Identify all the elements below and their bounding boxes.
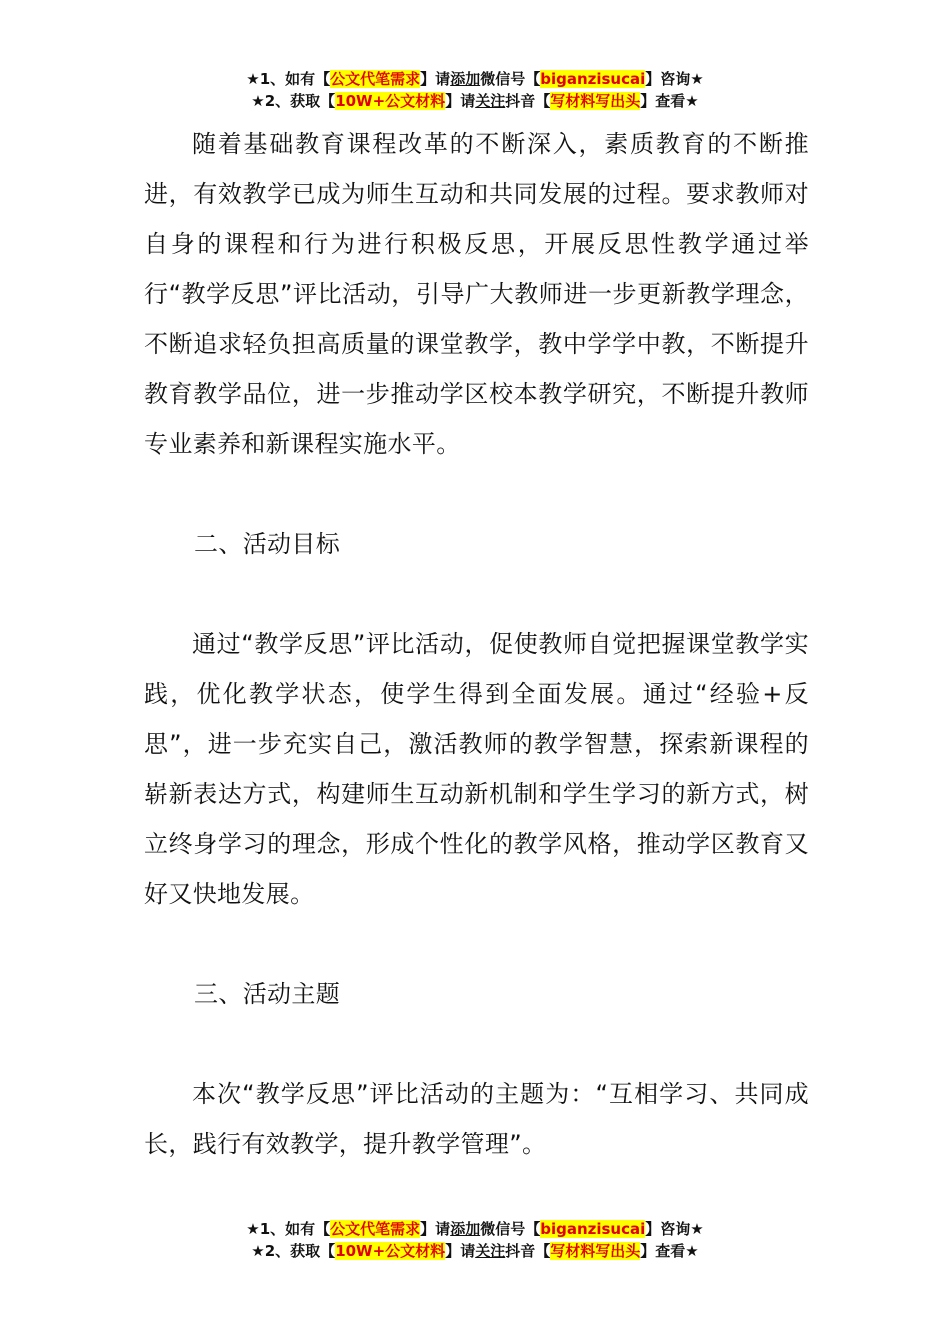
paragraph-background: 随着基础教育课程改革的不断深入，素质教育的不断推进，有效教学已成为师生互动和共同发展的过程。要求教师对自身的课程和行为进行积极反思，开展反思性教学通过举行“教学反思”评比活动，引导广大教师进一步更新教学理念，不断追求轻负担高质量的课堂教学，教中学学中教，不断提升教育教学品位，进一步推动学区校本教学研究，不断提升教师专业素养和新课程实施水平。 (144, 130, 809, 458)
banner-highlight: 10W+公文材料 (335, 92, 446, 110)
banner-text: 】查看★ (640, 1242, 699, 1260)
banner-underline: 添加 (450, 70, 481, 88)
banner-text: ★1、如有【 (246, 1220, 331, 1238)
banner-text: 】请 (420, 1220, 451, 1238)
banner-text: 】咨询★ (645, 70, 704, 88)
document-body (144, 119, 809, 1169)
heading-activity-theme: 三、活动主题 (194, 980, 341, 1008)
banner-underline: 添加 (450, 1220, 481, 1238)
banner-text: ★2、获取【 (251, 92, 336, 110)
banner-text: 】咨询★ (645, 1220, 704, 1238)
banner-text: 微信号【 (480, 70, 541, 88)
banner-text: 】请 (445, 1242, 476, 1260)
banner-text: 】请 (445, 92, 476, 110)
banner-text: 】查看★ (640, 92, 699, 110)
header-banner (0, 68, 950, 112)
paragraph-theme: 本次“教学反思”评比活动的主题为：“互相学习、共同成长，践行有效教学，提升教学管理”。 (144, 1080, 809, 1158)
banner-highlight: biganzisucai (540, 1220, 646, 1238)
banner-line-1 (0, 1218, 950, 1240)
banner-highlight: 公文代笔需求 (330, 1220, 421, 1238)
banner-text: 抖音【 (505, 1242, 551, 1260)
banner-line-1 (0, 68, 950, 90)
banner-underline: 关注 (475, 1242, 506, 1260)
banner-line-2 (0, 90, 950, 112)
banner-highlight: 写材料写出头 (550, 1242, 641, 1260)
banner-highlight: 10W+公文材料 (335, 1242, 446, 1260)
banner-text: 抖音【 (505, 92, 551, 110)
banner-text: ★1、如有【 (246, 70, 331, 88)
heading-activity-goals: 二、活动目标 (194, 530, 341, 558)
footer-banner (0, 1218, 950, 1262)
banner-highlight: 写材料写出头 (550, 92, 641, 110)
banner-highlight: biganzisucai (540, 70, 646, 88)
banner-highlight: 公文代笔需求 (330, 70, 421, 88)
paragraph-goals: 通过“教学反思”评比活动，促使教师自觉把握课堂教学实践，优化教学状态，使学生得到全面发展。通过“经验+反思”，进一步充实自己，激活教师的教学智慧，探索新课程的崭新表达方式，构建师生互动新机制和学生学习的新方式，树立终身学习的理念，形成个性化的教学风格，推动学区教育又好又快地发展。 (144, 630, 809, 908)
banner-underline: 关注 (475, 92, 506, 110)
banner-text: ★2、获取【 (251, 1242, 336, 1260)
banner-text: 】请 (420, 70, 451, 88)
banner-line-2 (0, 1240, 950, 1262)
banner-text: 微信号【 (480, 1220, 541, 1238)
